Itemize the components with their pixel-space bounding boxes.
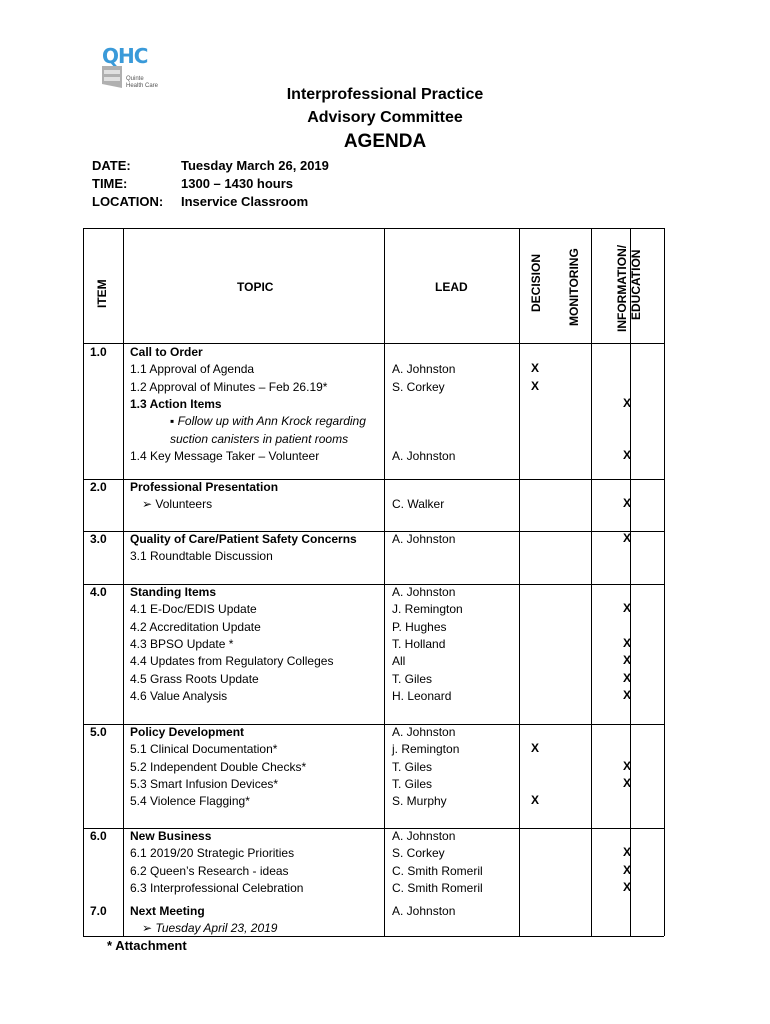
topic-line: 6.2 Queen’s Research - ideas bbox=[130, 863, 289, 878]
lead-name: A. Johnston bbox=[392, 904, 456, 918]
lead-name: P. Hughes bbox=[392, 619, 447, 634]
info-mark: X bbox=[622, 670, 631, 685]
time-label: TIME: bbox=[92, 176, 128, 191]
topic-line: 3.1 Roundtable Discussion bbox=[130, 549, 273, 564]
topic-line: 4.6 Value Analysis bbox=[130, 688, 228, 703]
logo-text: QHC bbox=[102, 44, 148, 68]
lead-name: T. Giles bbox=[392, 759, 433, 774]
lead-name: T. Giles bbox=[392, 776, 433, 791]
header-monitoring: MONITORING bbox=[567, 248, 581, 326]
topic-line: Next Meeting bbox=[130, 904, 205, 918]
attachment-footnote: * Attachment bbox=[107, 938, 187, 953]
info-mark: X bbox=[622, 635, 631, 650]
header-topic: TOPIC bbox=[237, 280, 274, 294]
header-decision: DECISION bbox=[529, 253, 543, 312]
table-column-rule bbox=[664, 228, 665, 936]
lead-name: S. Corkey bbox=[392, 379, 445, 394]
lead-name: A. Johnston bbox=[392, 725, 456, 739]
info-mark: X bbox=[622, 862, 631, 877]
decision-mark: X bbox=[530, 741, 539, 756]
agenda-table bbox=[83, 228, 664, 936]
table-column-rule bbox=[519, 228, 520, 936]
lead-name: A. Johnston bbox=[392, 585, 456, 599]
decision-mark: X bbox=[530, 361, 539, 376]
info-mark: X bbox=[622, 845, 631, 860]
item-number: 5.0 bbox=[90, 725, 107, 739]
topic-line: 4.5 Grass Roots Update bbox=[130, 671, 259, 686]
info-mark: X bbox=[622, 687, 631, 702]
document-title-line-1: Interprofessional Practice bbox=[286, 86, 484, 103]
agenda-heading: AGENDA bbox=[343, 131, 427, 152]
topic-line: ➢ Tuesday April 23, 2019 bbox=[142, 921, 278, 936]
lead-name: T. Giles bbox=[392, 671, 433, 686]
topic-line: 1.2 Approval of Minutes – Feb 26.19* bbox=[130, 379, 328, 394]
item-number: 2.0 bbox=[90, 480, 107, 494]
topic-line: 4.3 BPSO Update * bbox=[130, 636, 234, 651]
topic-line: Policy Development bbox=[130, 725, 245, 739]
lead-name: S. Corkey bbox=[392, 846, 445, 861]
qhc-logo bbox=[100, 44, 170, 92]
item-number: 3.0 bbox=[90, 532, 107, 546]
item-number: 6.0 bbox=[90, 829, 107, 843]
lead-name: j. Remington bbox=[392, 742, 460, 757]
logo-subtitle-2: Health Care bbox=[126, 83, 159, 89]
lead-name: A. Johnston bbox=[392, 362, 456, 377]
table-column-rule bbox=[123, 228, 124, 936]
info-mark: X bbox=[622, 653, 631, 668]
topic-line: 5.4 Violence Flagging* bbox=[130, 794, 250, 809]
item-number: 1.0 bbox=[90, 345, 107, 359]
info-mark: X bbox=[622, 395, 631, 410]
topic-line: 5.2 Independent Double Checks* bbox=[130, 759, 307, 774]
lead-name: A. Johnston bbox=[392, 448, 456, 463]
topic-line: Call to Order bbox=[130, 345, 203, 359]
info-mark: X bbox=[622, 775, 631, 790]
topic-line: 4.2 Accreditation Update bbox=[130, 619, 261, 634]
topic-line: 4.4 Updates from Regulatory Colleges bbox=[130, 654, 334, 669]
topic-line: 1.1 Approval of Agenda bbox=[130, 362, 255, 377]
topic-line: 1.3 Action Items bbox=[130, 396, 222, 411]
date-value: Tuesday March 26, 2019 bbox=[181, 158, 329, 173]
location-label: LOCATION: bbox=[92, 194, 164, 209]
topic-line: New Business bbox=[130, 829, 212, 843]
topic-line: 6.3 Interprofessional Celebration bbox=[130, 880, 304, 895]
logo-subtitle-1: Quinte bbox=[126, 76, 144, 82]
decision-mark: X bbox=[530, 793, 539, 808]
lead-name: T. Holland bbox=[392, 636, 446, 651]
lead-name: H. Leonard bbox=[392, 688, 452, 703]
info-mark: X bbox=[622, 496, 631, 511]
info-mark: X bbox=[622, 447, 631, 462]
topic-line: 4.1 E-Doc/EDIS Update bbox=[130, 602, 257, 617]
decision-mark: X bbox=[530, 378, 539, 393]
lead-name: A. Johnston bbox=[392, 532, 456, 546]
topic-line: Quality of Care/Patient Safety Concerns bbox=[130, 532, 357, 546]
item-number: 4.0 bbox=[90, 585, 107, 599]
info-mark: X bbox=[622, 531, 631, 545]
topic-line: Professional Presentation bbox=[130, 480, 279, 494]
topic-line: ➢ Volunteers bbox=[142, 497, 213, 512]
info-mark: X bbox=[622, 879, 631, 894]
topic-line: suction canisters in patient rooms bbox=[170, 431, 349, 446]
table-column-rule bbox=[384, 228, 385, 936]
table-rule bbox=[83, 228, 664, 229]
date-label: DATE: bbox=[92, 158, 131, 173]
topic-line: 6.1 2019/20 Strategic Priorities bbox=[130, 846, 295, 861]
location-value: Inservice Classroom bbox=[181, 194, 309, 209]
topic-line: Standing Items bbox=[130, 585, 217, 599]
lead-name: S. Murphy bbox=[392, 794, 447, 809]
header-lead: LEAD bbox=[435, 280, 468, 294]
lead-name: A. Johnston bbox=[392, 829, 456, 843]
header-education: EDUCATION bbox=[629, 249, 643, 320]
lead-name: J. Remington bbox=[392, 602, 463, 617]
lead-name: All bbox=[392, 654, 406, 669]
time-value: 1300 – 1430 hours bbox=[181, 176, 294, 191]
header-item: ITEM bbox=[95, 279, 109, 308]
header-information: INFORMATION/ bbox=[615, 244, 629, 332]
info-mark: X bbox=[622, 601, 631, 616]
table-column-rule bbox=[591, 228, 592, 936]
document-title-line-2: Advisory Committee bbox=[307, 109, 463, 126]
info-mark: X bbox=[622, 758, 631, 773]
table-column-rule bbox=[83, 228, 84, 936]
table-column-rule bbox=[630, 228, 631, 936]
topic-line: 5.3 Smart Infusion Devices* bbox=[130, 776, 279, 791]
lead-name: C. Walker bbox=[392, 497, 445, 512]
topic-line: 1.4 Key Message Taker – Volunteer bbox=[130, 448, 320, 463]
item-number: 7.0 bbox=[90, 904, 107, 918]
topic-line: ▪ Follow up with Ann Krock regarding bbox=[170, 414, 366, 429]
lead-name: C. Smith Romeril bbox=[392, 863, 483, 878]
lead-name: C. Smith Romeril bbox=[392, 880, 483, 895]
topic-line: 5.1 Clinical Documentation* bbox=[130, 742, 278, 757]
